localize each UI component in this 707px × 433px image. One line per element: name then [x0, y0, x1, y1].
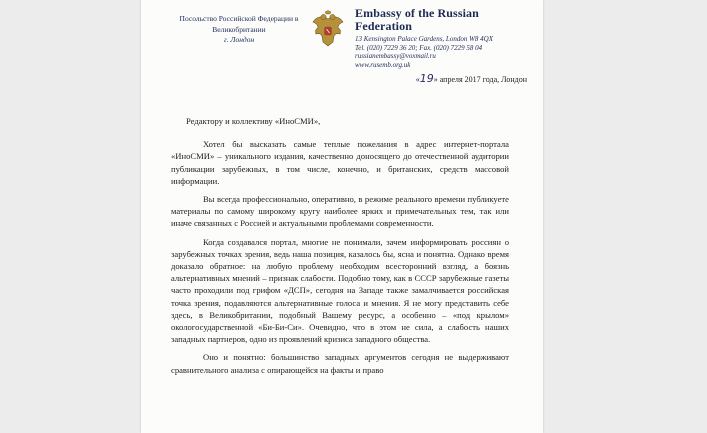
- letter-page: [141, 0, 543, 433]
- embassy-address: 13 Kensington Palace Gardens, London W8 4QX: [355, 35, 493, 43]
- paragraph-2: Вы всегда профессионально, оперативно, в режиме реального времени публикуете материалы по самому широкому кругу наиболее ярких и примечательных тем, так или иначе связанных с Россией и актуальными проблемами современности.: [171, 194, 509, 229]
- embassy-phone: Tel. (020) 7229 36 20; Fax. (020) 7229 58 04: [355, 43, 483, 52]
- letterhead-english: [355, 7, 530, 69]
- letter-date: [331, 72, 527, 85]
- letter-body: [171, 115, 509, 376]
- embassy-website: www.rusemb.org.uk: [355, 60, 411, 69]
- paragraph-3: Когда создавался портал, многие не понимали, зачем информировать россиян о зарубежных точках зрения, ведь наша позиция, казалось бы, ясна и понятна. Однако время доказало обратное: на любую проблему необходим всесторонний взгляд, а боязнь альтернативных мнений – признак слабости. Подобно тому, как в СССР зарубежные газеты часто проходили под грифом «ДСП», сегодня на Западе также замалчивается российская точка зрения, подавляются альтернативные голоса и мнения. Я не могу представить себе здесь, в Великобритании, подобный Вашему ресурс, а особенно – «под крылом» окологосударственной «Би-Би-Си». Очевидно, что в этом не сила, а слабость наших западных партнеров, одно из проявлений кризиса западного общества.: [171, 236, 509, 345]
- letter-greeting: Редактору и коллективу «ИноСМИ»,: [186, 116, 321, 126]
- coat-of-arms-icon: [311, 10, 345, 48]
- letterhead-russian: [179, 14, 299, 46]
- embassy-name-russian: Посольство Российской Федерации в Великобритании: [179, 14, 299, 34]
- date-day-handwritten: 19: [419, 72, 434, 85]
- embassy-name-english: Embassy of the Russian Federation: [355, 6, 479, 33]
- date-open-quote: «: [415, 75, 420, 84]
- date-rest: » апреля 2017 года, Лондон: [433, 75, 527, 84]
- paragraph-1: Хотел бы высказать самые теплые пожелания в адрес интернет-портала «ИноСМИ» – уникального издания, качественно доносящего до отечественной аудитории публикации зарубежных, в том числе, конечно, и британских, средств массовой информации.: [171, 139, 509, 186]
- embassy-city-russian: г. Лондон: [223, 35, 255, 44]
- embassy-email: russianembassy@voxmail.ru: [355, 52, 436, 61]
- paragraph-4: Оно и понятно: большинство западных аргументов сегодня не выдерживают сравнительного анализа с опирающейся на факты и право: [171, 352, 509, 375]
